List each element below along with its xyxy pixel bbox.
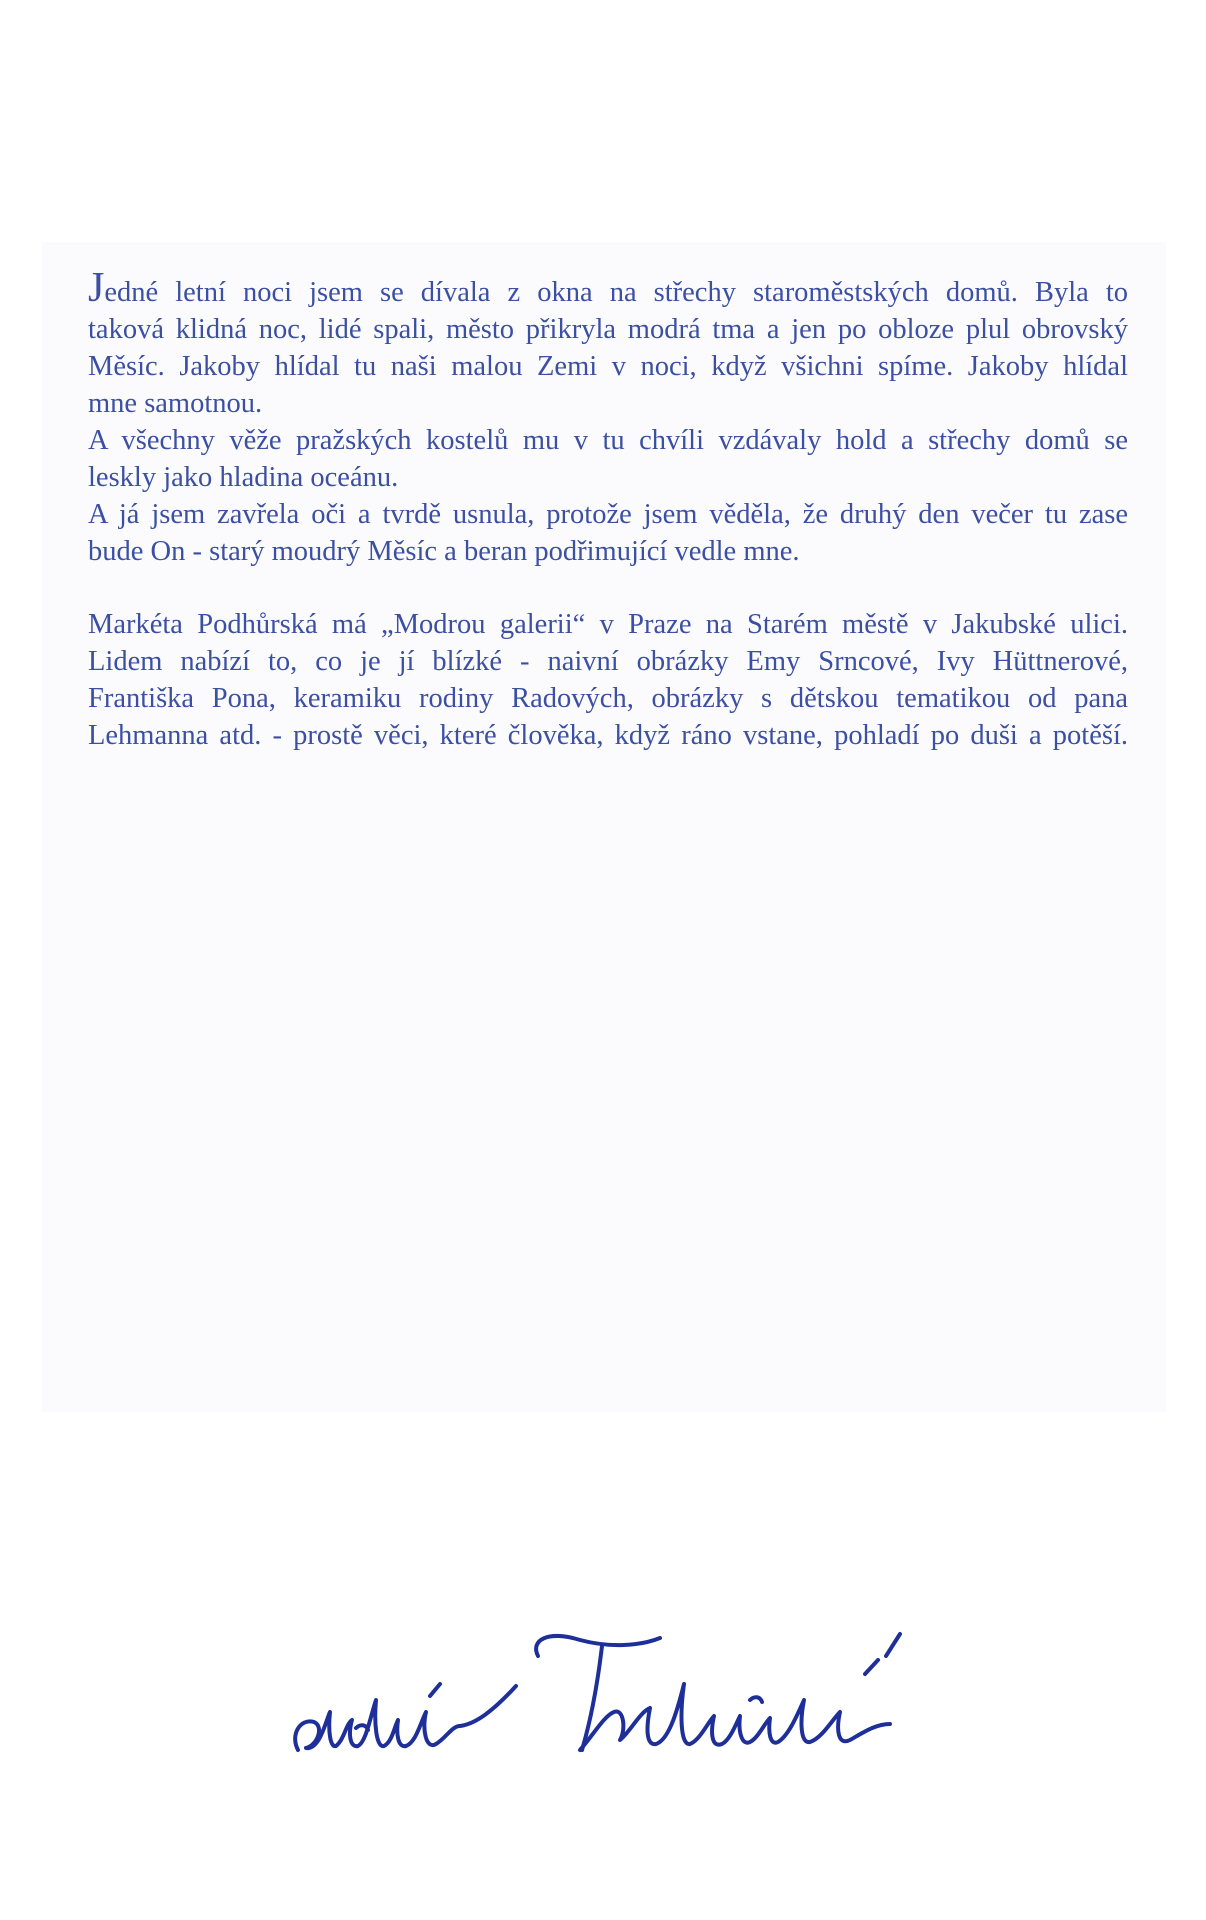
- handwritten-signature: [280, 1600, 960, 1760]
- text-line: Lehmanna atd. - prostě věci, které člověka, když ráno vstane, pohladí po duši a potěší.: [88, 720, 1128, 751]
- paragraph-2: [88, 422, 1128, 496]
- text-line: Františka Pona, keramiku rodiny Radových, obrázky s dětskou tematikou od pana: [88, 683, 1128, 714]
- paragraph-1: [88, 265, 1128, 422]
- text-line: taková klidná noc, lidé spali, město přikryla modrá tma a jen po obloze plul obrovský: [88, 314, 1128, 345]
- body-text: [88, 265, 1128, 754]
- text-line: Markéta Podhůrská má „Modrou galerii“ v Praze na Starém městě v Jakubské ulici.: [88, 609, 1128, 640]
- text-line: bude On - starý moudrý Měsíc a beran podřimující vedle mne.: [88, 536, 800, 567]
- paragraph-4: [88, 606, 1128, 754]
- paragraph-3: [88, 496, 1128, 570]
- signature-icon: [280, 1600, 960, 1760]
- text-line: Jedné letní noci jsem se dívala z okna na střechy staroměstských domů. Byla to: [88, 265, 1128, 311]
- text-line: mne samotnou.: [88, 388, 263, 419]
- text-line: A já jsem zavřela oči a tvrdě usnula, protože jsem věděla, že druhý den večer tu zase: [88, 499, 1128, 530]
- text-line: leskly jako hladina oceánu.: [88, 462, 399, 493]
- text-line: Měsíc. Jakoby hlídal tu naši malou Zemi v noci, když všichni spíme. Jakoby hlídal: [88, 351, 1128, 382]
- text-line: A všechny věže pražských kostelů mu v tu chvíli vzdávaly hold a střechy domů se: [88, 425, 1128, 456]
- text-line: Lidem nabízí to, co je jí blízké - naivní obrázky Emy Srncové, Ivy Hüttnerové,: [88, 646, 1128, 677]
